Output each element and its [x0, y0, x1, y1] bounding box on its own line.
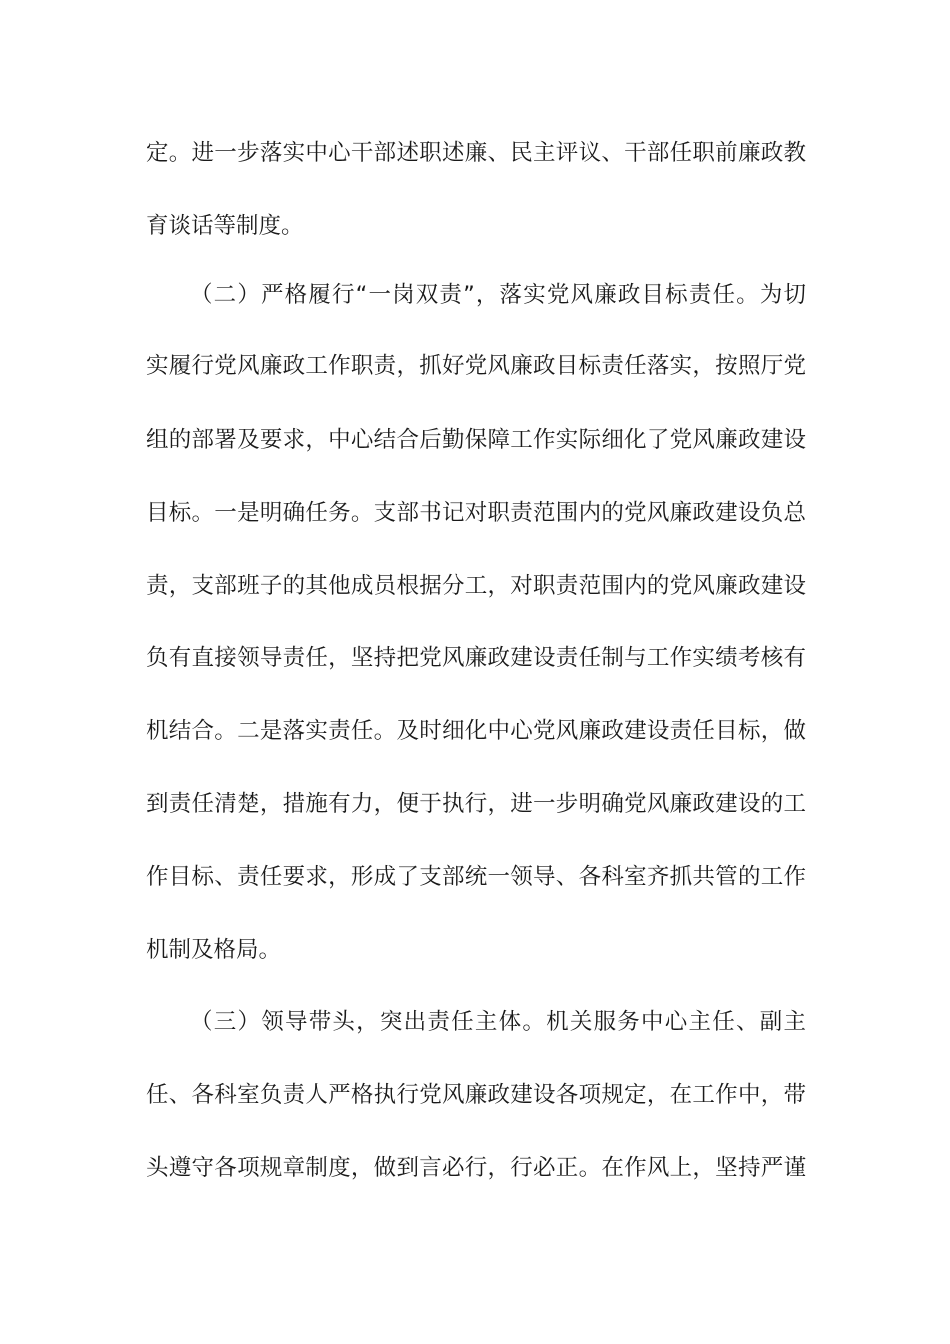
text-line-6: 目标。一是明确任务。支部书记对职责范围内的党风廉政建设负总: [146, 500, 806, 526]
text-line-2: 育谈话等制度。: [146, 213, 304, 239]
text-line-15: 头遵守各项规章制度，做到言必行，行必正。在作风上，坚持严谨: [146, 1155, 806, 1181]
text-line-13: （三）领导带头，突出责任主体。机关服务中心主任、副主: [190, 1009, 806, 1035]
text-line-8: 负有直接领导责任，坚持把党风廉政建设责任制与工作实绩考核有: [146, 645, 806, 671]
text-line-4: 实履行党风廉政工作职责，抓好党风廉政目标责任落实，按照厅党: [146, 353, 806, 379]
text-line-12: 机制及格局。: [146, 937, 282, 963]
text-line-11: 作目标、责任要求，形成了支部统一领导、各科室齐抓共管的工作: [146, 864, 806, 890]
text-line-10: 到责任清楚，措施有力，便于执行，进一步明确党风廉政建设的工: [146, 791, 806, 817]
text-line-7: 责，支部班子的其他成员根据分工，对职责范围内的党风廉政建设: [146, 573, 806, 599]
text-line-14: 任、各科室负责人严格执行党风廉政建设各项规定，在工作中，带: [146, 1082, 806, 1108]
text-line-1: 定。进一步落实中心干部述职述廉、民主评议、干部任职前廉政教: [146, 140, 806, 166]
text-line-3: （二）严格履行“一岗双责”，落实党风廉政目标责任。为切: [190, 282, 806, 308]
text-line-9: 机结合。二是落实责任。及时细化中心党风廉政建设责任目标，做: [146, 718, 806, 744]
text-line-5: 组的部署及要求，中心结合后勤保障工作实际细化了党风廉政建设: [146, 427, 806, 453]
